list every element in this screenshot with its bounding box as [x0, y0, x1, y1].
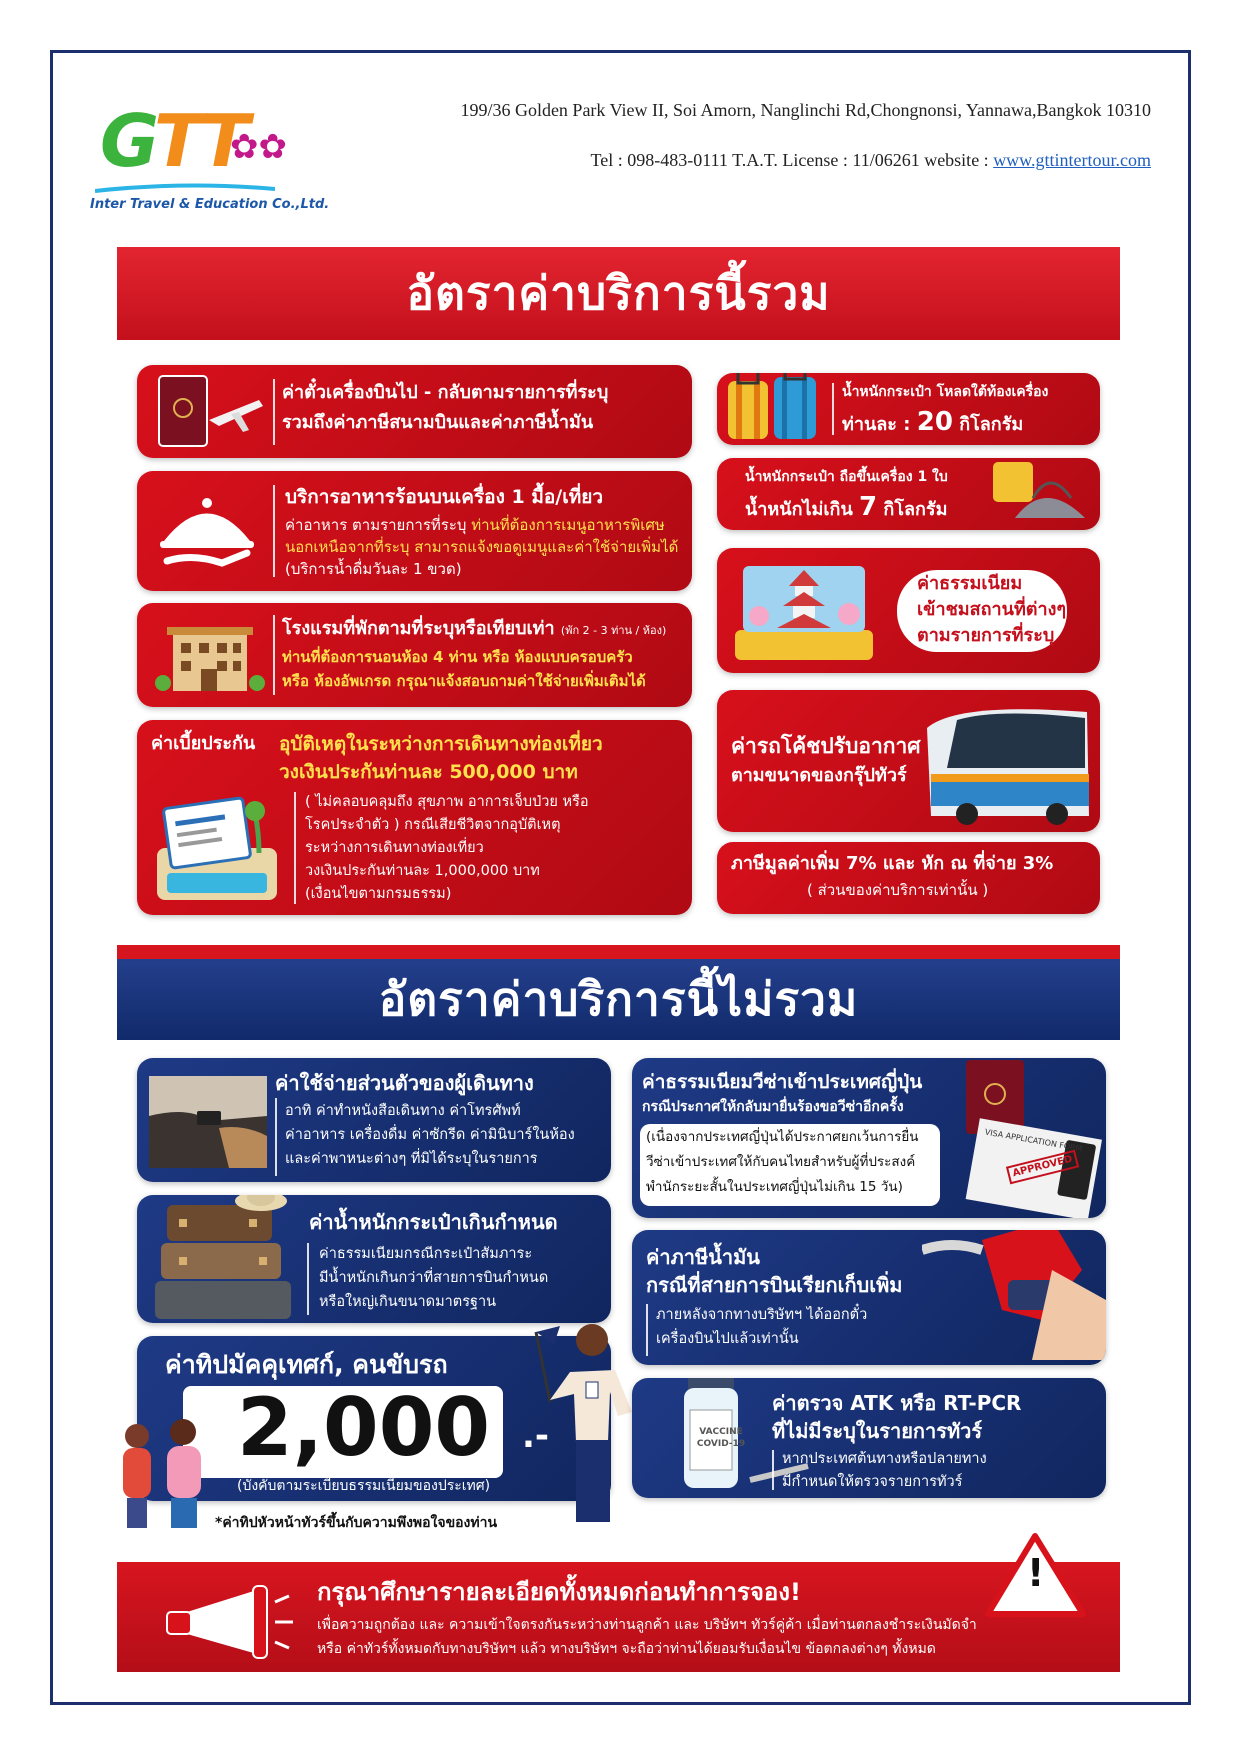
visa-card: ค่าธรรมเนียมวีซ่าเข้าประเทศญี่ปุ่น กรณีประกาศให้กลับมายื่นร้องขอวีซ่าอีกครั้ง (เนื่องจากประเทศญี่ปุ่นได้ประกาศยกเว้นการยื่น วีซ่าเข้าประเทศให้กับคนไทยสำหรับผู้ที่ประสงค์ พำนักระยะสั้นในประเทศญี่ปุ่นไม่เกิน 15 วัน) VISA APPLICATION FORM APPROVED	[632, 1058, 1106, 1218]
flower-icon: ✿✿	[230, 127, 287, 167]
guide-person-icon	[520, 1312, 650, 1527]
overweight-card: ค่าน้ำหนักกระเป๋าเกินกำหนด ค่าธรรมเนียมกรณีกระเป๋าสัมภาระ มีน้ำหนักเกินกว่าที่สายการบินกำหนด หรือใหญ่เกินขนาดมาตรฐาน	[137, 1195, 611, 1323]
carry-on-card: น้ำหนักกระเป๋า ถือขึ้นเครื่อง 1 ใบ น้ำหนักไม่เกิน 7 กิโลกรัม	[717, 458, 1100, 530]
attractions-card: ค่าธรรมเนียม เข้าชมสถานที่ต่างๆ ตามรายการที่ระบุ	[717, 548, 1100, 673]
personal-expense-card: ค่าใช้จ่ายส่วนตัวของผู้เดินทาง อาทิ ค่าทำหนังสือเดินทาง ค่าโทรศัพท์ ค่าอาหาร เครื่องดื่ม ค่าซักรีด ค่ามินิบาร์ในห้อง และค่าพาหนะต่างๆ ที่มิได้ระบุในรายการ	[137, 1058, 611, 1182]
suitcase-icon	[147, 790, 287, 910]
swoosh-icon	[95, 183, 275, 193]
meal-card: บริการอาหารร้อนบนเครื่อง 1 มื้อ/เที่ยว ค่าอาหาร ตามรายการที่ระบุ ท่านที่ต้องการเมนูอาหารพิเศษ นอกเหนือจากที่ระบุ สามารถแจ้งขอดูเมนูและค่าใช้จ่ายเพิ่มได้ (บริการน้ำดื่มวันละ 1 ขวด)	[137, 471, 692, 591]
hotel-icon	[152, 613, 267, 698]
baggage-card: น้ำหนักกระเป๋า โหลดใต้ท้องเครื่อง ท่านละ : 20 กิโลกรัม	[717, 373, 1100, 445]
logo-subtitle: Inter Travel & Education Co.,Ltd.	[90, 197, 330, 212]
warning-icon: !	[983, 1530, 1088, 1620]
fuel-card: ค่าภาษีน้ำมัน กรณีที่สายการบินเรียกเก็บเพิ่ม ภายหลังจากทางบริษัทฯ ได้ออกตั๋ว เครื่องบินไปแล้วเท่านั้น	[632, 1230, 1106, 1365]
company-contact: Tel : 098-483-0111 T.A.T. License : 11/06261 website : www.gttintertour.com	[590, 150, 1151, 170]
luggage-icon	[722, 373, 822, 445]
bus-icon	[917, 698, 1097, 828]
cloche-icon	[147, 481, 267, 581]
tip-footnote: *ค่าทิปหัวหน้าทัวร์ขึ้นกับความพึงพอใจของท่าน	[215, 1515, 498, 1531]
passport-icon	[147, 370, 267, 455]
stacked-suitcases-icon	[149, 1195, 299, 1323]
fuel-nozzle-icon	[922, 1230, 1106, 1360]
coach-card: ค่ารถโค้ชปรับอากาศ ตามขนาดของกรุ๊ปทัวร์	[717, 690, 1100, 832]
company-logo: GTT ✿✿ Inter Travel & Education Co.,Ltd.	[90, 99, 330, 212]
tip-amount: 2,000	[237, 1381, 491, 1474]
pagoda-icon	[729, 556, 879, 666]
atk-card: VACCINE COVID-19 ค่าตรวจ ATK หรือ RT-PCR ที่ไม่มีระบุในรายการทัวร์ หากประเทศต้นทางหรือปลายทาง มีกำหนดให้ตรวจรายการทัวร์	[632, 1378, 1106, 1498]
company-address: 199/36 Golden Park View II, Soi Amorn, Nanglinchi Rd,Chongnonsi, Yannawa,Bangkok 10310	[460, 100, 1151, 120]
included-banner: อัตราค่าบริการนี้รวม	[117, 247, 1120, 340]
excluded-banner: อัตราค่าบริการนี้ไม่รวม	[117, 945, 1120, 1040]
insurance-card: ค่าเบี้ยประกัน อุบัติเหตุในระหว่างการเดินทางท่องเที่ยว วงเงินประกันท่านละ 500,000 บาท ( ไม่คลอบคลุมถึง สุขภาพ อาการเจ็บป่วย หรือ โรคประจำตัว ) กรณีเสียชีวิตจากอุบัติเหตุ ระหว่างการเดินทางท่องเที่ยว วงเงินประกันท่านละ 1,000,000 บาท (เงื่อนไขตามกรมธรรม)	[137, 720, 692, 915]
notice-banner: กรุณาศึกษารายละเอียดทั้งหมดก่อนทำการจอง! เพื่อความถูกต้อง และ ความเข้าใจตรงกันระหว่างท่านลูกค้า และ บริษัทฯ ทัวร์คู่ค้า เมื่อท่านตกลงชำระเงินมัดจำ หรือ ค่าทัวร์ทั้งหมดกับทางบริษัทฯ แล้ว ทางบริษัทฯ จะถือว่าท่านได้ยอมรับเงื่อนไข ข้อตกลงต่างๆ ทั้งหมด	[117, 1562, 1120, 1672]
megaphone-icon	[157, 1582, 297, 1662]
tourists-icon	[115, 1410, 225, 1530]
vat-card: ภาษีมูลค่าเพิ่ม 7% และ หัก ณ ที่จ่าย 3% ( ส่วนของค่าบริการเท่านั้น )	[717, 842, 1100, 914]
flight-card: ค่าตั๋วเครื่องบินไป - กลับตามรายการที่ระบุ รวมถึงค่าภาษีสนามบินและค่าภาษีน้ำมัน	[137, 365, 692, 458]
hotel-card: โรงแรมที่พักตามที่ระบุหรือเทียบเท่า (พัก 2 - 3 ท่าน / ห้อง) ท่านที่ต้องการนอนห้อง 4 ท่าน หรือ ห้องแบบครอบครัว หรือ ห้องอัพเกรด กรุณาแจ้งสอบถามค่าใช้จ่ายเพิ่มเติมได้	[137, 603, 692, 707]
handbag-icon	[985, 458, 1095, 530]
website-link[interactable]: www.gttintertour.com	[993, 150, 1151, 170]
payment-photo-icon	[149, 1076, 267, 1168]
tip-card: ค่าทิปมัคคุเทศก์, คนขับรถ 2,000 .- (บังคับตามระเบียบธรรมเนียมของประเทศ)	[137, 1336, 611, 1501]
